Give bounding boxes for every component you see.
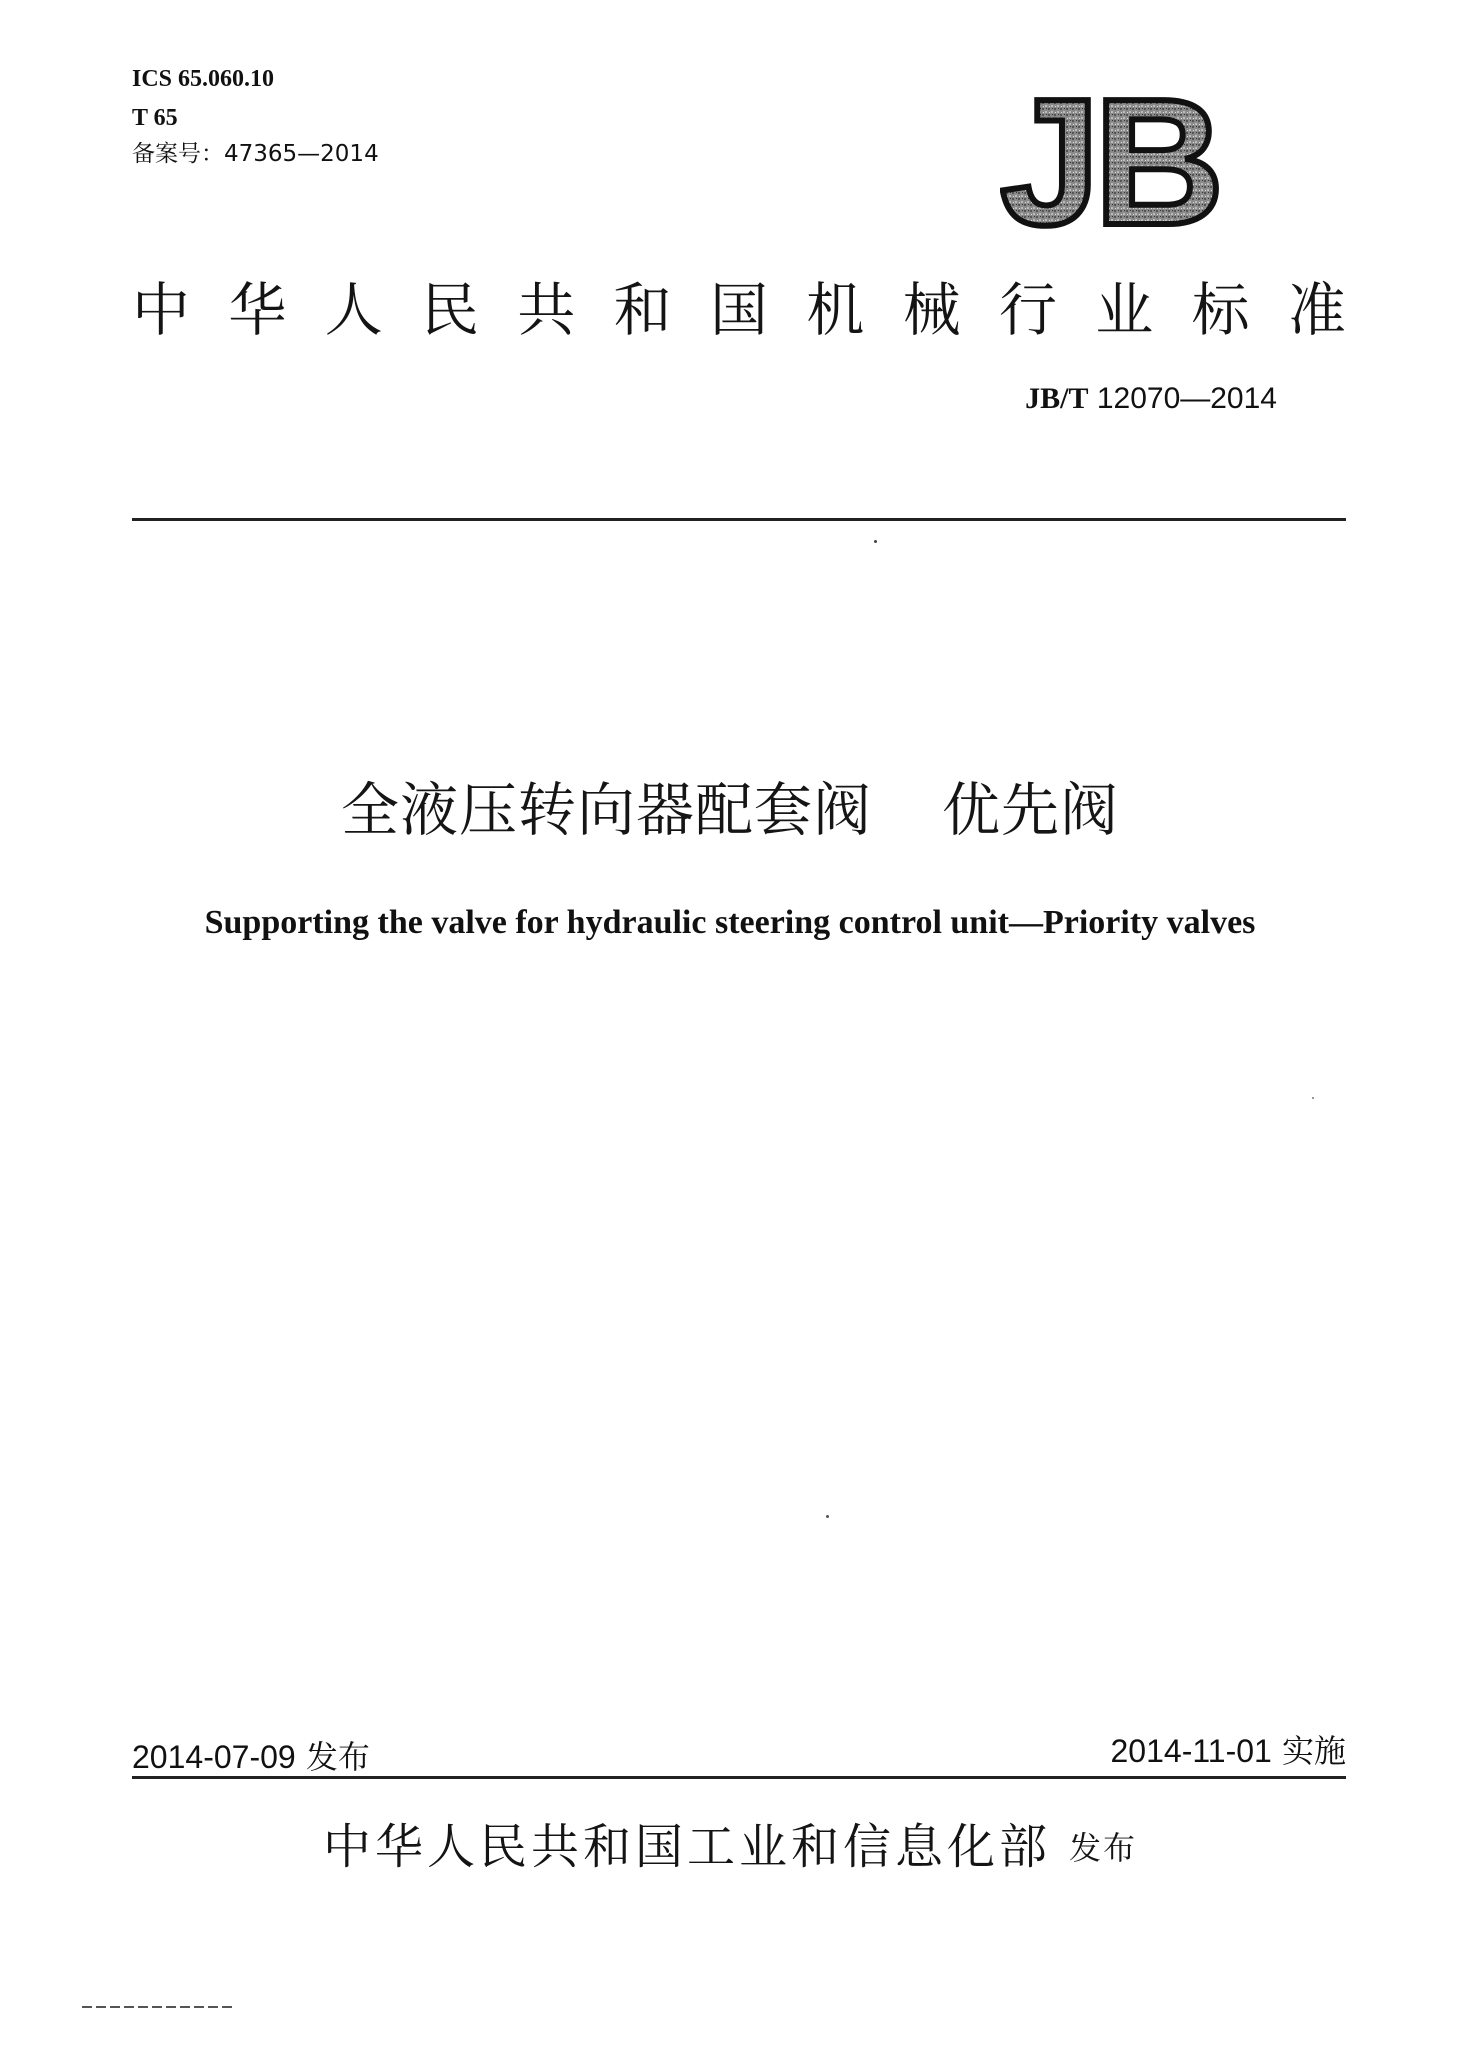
ministry-title-char: 国 <box>709 276 768 344</box>
top-divider <box>132 518 1346 521</box>
scan-speck <box>826 1515 829 1518</box>
scan-speck <box>874 540 877 543</box>
bottom-divider <box>132 1776 1346 1779</box>
ministry-title-char: 准 <box>1287 276 1346 344</box>
issue-date <box>132 1737 370 1777</box>
issuing-authority <box>0 1812 1460 1883</box>
ministry-title-char: 华 <box>228 276 287 344</box>
ministry-title-char: 共 <box>517 276 576 344</box>
title-cn-part2: 优先阀 <box>942 776 1120 844</box>
ministry-title-char: 业 <box>1095 276 1154 344</box>
ministry-title-char: 械 <box>902 276 961 344</box>
issue-date-value: 2014-07-09 <box>132 1739 296 1775</box>
impl-date-value: 2014-11-01 <box>1110 1733 1272 1769</box>
ministry-title-char: 机 <box>806 276 865 344</box>
title-cn-part1: 全液压转向器配套阀 <box>340 776 872 844</box>
issue-date-label: 发布 <box>305 1738 370 1776</box>
impl-date-label: 实施 <box>1281 1732 1346 1770</box>
ics-code: ICS 65.060.10 <box>132 66 275 92</box>
classification-code: T 65 <box>132 105 178 131</box>
scan-mark <box>82 2006 232 2008</box>
issuer-name: 中华人民共和国工业和信息化部 <box>322 1819 1051 1875</box>
ministry-title-char: 民 <box>420 276 479 344</box>
jb-logo <box>1000 84 1270 236</box>
ministry-title-char: 和 <box>613 276 672 344</box>
ministry-title-char: 中 <box>132 276 191 344</box>
ministry-standard-title <box>132 270 1346 350</box>
standard-prefix: JB/T <box>1025 382 1089 415</box>
implementation-date <box>1111 1731 1347 1771</box>
ministry-title-char: 行 <box>998 276 1057 344</box>
document-title-en: Supporting the valve for hydraulic steering control unit—Priority valves <box>204 904 1256 941</box>
record-number: 备案号：47365—2014 <box>132 141 379 167</box>
issuer-suffix: 发布 <box>1069 1829 1138 1867</box>
scan-speck <box>1312 1097 1314 1099</box>
ministry-title-char: 人 <box>324 276 383 344</box>
ministry-title-char: 标 <box>1191 276 1250 344</box>
document-title-cn <box>0 770 1460 850</box>
standard-code: 12070—2014 <box>1096 382 1277 415</box>
logo-text: JB <box>1000 84 1219 236</box>
standard-number <box>1025 381 1277 417</box>
